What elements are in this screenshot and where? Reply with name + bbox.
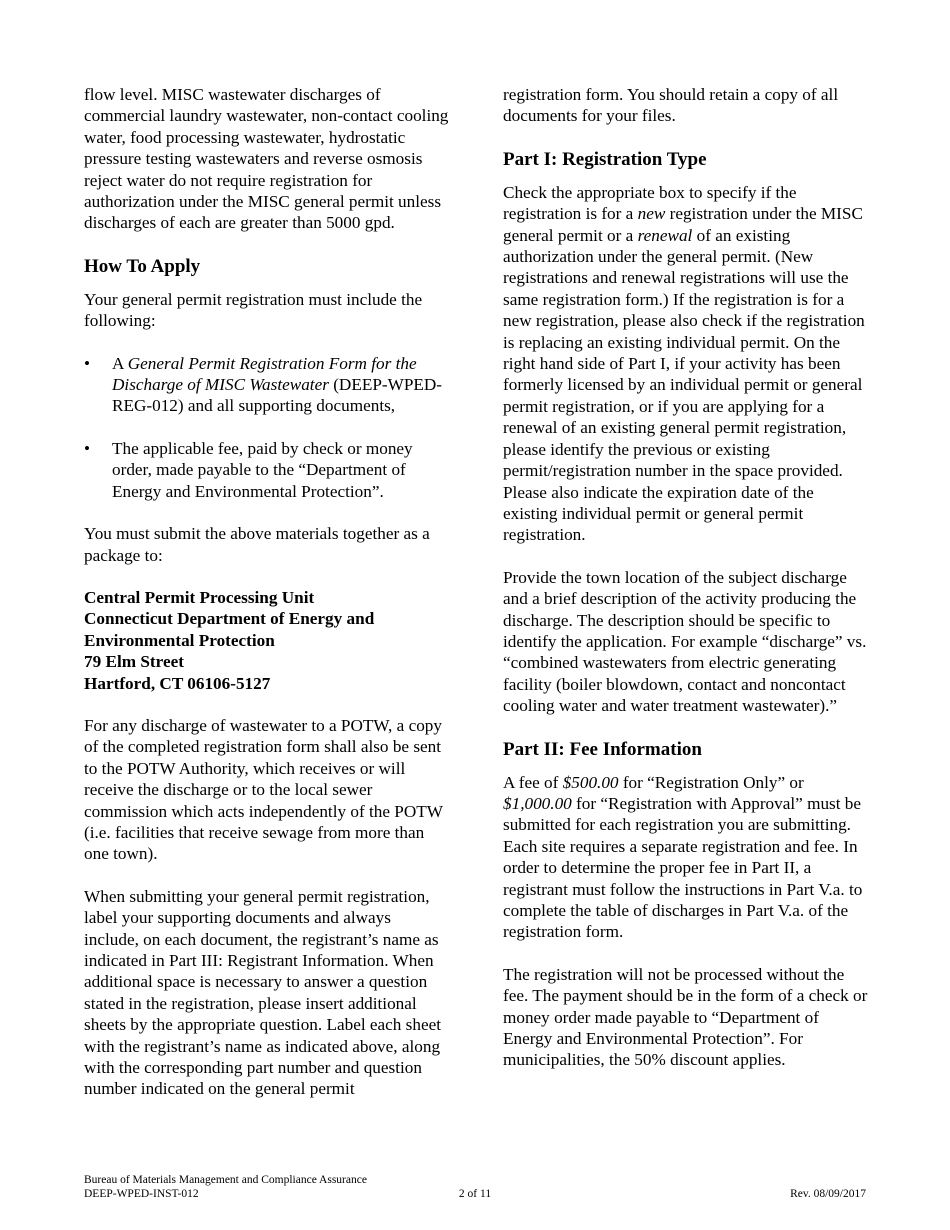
how-to-apply-heading: How To Apply bbox=[84, 255, 201, 277]
intro-paragraph: flow level. MISC wastewater discharges of commercial laundry wastewater, non-contact cooling water, food processing wastewater, hydrostatic pressure testing wastewaters and reverse osmosis reject water do not require registration for authorization under the MISC general permit unless discharges of each are greater than 5000 gpd. bbox=[84, 85, 449, 233]
address-line: 79 Elm Street bbox=[84, 652, 184, 672]
bullet-icon: • bbox=[84, 438, 91, 458]
revision-date: Rev. 08/09/2017 bbox=[790, 1188, 866, 1200]
footer-bureau: Bureau of Materials Management and Compliance Assurance bbox=[84, 1174, 367, 1186]
page-footer bbox=[84, 1173, 866, 1201]
list-item: • A General Permit Registration Form for the Discharge of MISC Wastewater (DEEP-WPED-REG-012) and all supporting documents, bbox=[84, 353, 443, 416]
address-line: Central Permit Processing Unit bbox=[84, 587, 315, 607]
footer-doc-id: DEEP-WPED-INST-012 bbox=[84, 1188, 199, 1200]
address-line: Environmental Protection bbox=[84, 630, 275, 650]
mailing-address bbox=[84, 587, 450, 694]
part2-paragraph-2: The registration will not be processed without the fee. The payment should be in the form of a check or money order made payable to “Department of Energy and Environmental Protection”. For municipalities, the 50% discount applies. bbox=[503, 964, 868, 1070]
requirements-list bbox=[84, 353, 450, 502]
part2-heading: Part II: Fee Information bbox=[503, 738, 702, 760]
list-item: • The applicable fee, paid by check or money order, made payable to the “Department of Energy and Environmental Protection”. bbox=[84, 438, 413, 501]
submitting-paragraph: When submitting your general permit registration, label your supporting documents and always include, on each document, the registrant’s name as indicated in Part III: Registrant Information. When additional space is necessary to answer a question stated in the registration, please insert additional sheets by the appropriate question. Label each sheet with the registrant’s name as indicated above, along with the corresponding part number and question number indicated on the general permit bbox=[84, 886, 441, 1099]
bullet-icon: • bbox=[84, 353, 91, 373]
address-line: Hartford, CT 06106-5127 bbox=[84, 673, 271, 693]
address-line: Connecticut Department of Energy and bbox=[84, 609, 375, 629]
part1-heading: Part I: Registration Type bbox=[503, 148, 707, 170]
submit-paragraph: You must submit the above materials together as a package to: bbox=[84, 524, 430, 565]
how-to-apply-lead: Your general permit registration must include the following: bbox=[84, 289, 423, 331]
potw-paragraph: For any discharge of wastewater to a POTW, a copy of the completed registration form shall also be sent to the POTW Authority, which receives or will receive the discharge or to the local sewer commission which acts independently of the POTW (i.e. facilities that receive sewage from more than one town). bbox=[84, 715, 443, 864]
continuation-paragraph: registration form. You should retain a copy of all documents for your files. bbox=[503, 85, 839, 126]
form-title: General Permit Registration Form for the Discharge of MISC Wastewater bbox=[112, 353, 417, 395]
part1-paragraph-1: Check the appropriate box to specify if the registration is for a new registration under the MISC general permit or a renewal of an existing authorization under the general permit. (New registrations and renewal registrations will use the same registration form.) If the registration is for a new registration, please also check if the registration is replacing an existing individual permit. On the right hand side of Part I, if your activity has been formerly licensed by an individual permit or general permit registration, or if you are applying for a renewal of an existing general permit registration, please identify the previous or existing permit/registration number in the space provided. Please also indicate the expiration date of the existing individual permit or general permit registration. bbox=[503, 182, 865, 545]
page-number: 2 of 11 bbox=[458, 1188, 492, 1200]
left-column bbox=[84, 84, 450, 1121]
part1-paragraph-2: Provide the town location of the subject discharge and a brief description of the activity producing the discharge. The description should be specific to identify the application. For example “discharge” vs. “combined wastewaters from electric generating facility (boiler blowdown, contact and noncontact cooling water and water treatment wastewater).” bbox=[503, 567, 867, 716]
right-column bbox=[503, 84, 871, 1092]
part2-paragraph-1: A fee of $500.00 for “Registration Only” or $1,000.00 for “Registration with Approval” must be submitted for each registration you are submitting. Each site requires a separate registration and fee. In order to determine the proper fee in Part II, a registrant must follow the instructions in Part V.a. to complete the table of discharges in Part V.a. of the registration form. bbox=[503, 772, 863, 942]
